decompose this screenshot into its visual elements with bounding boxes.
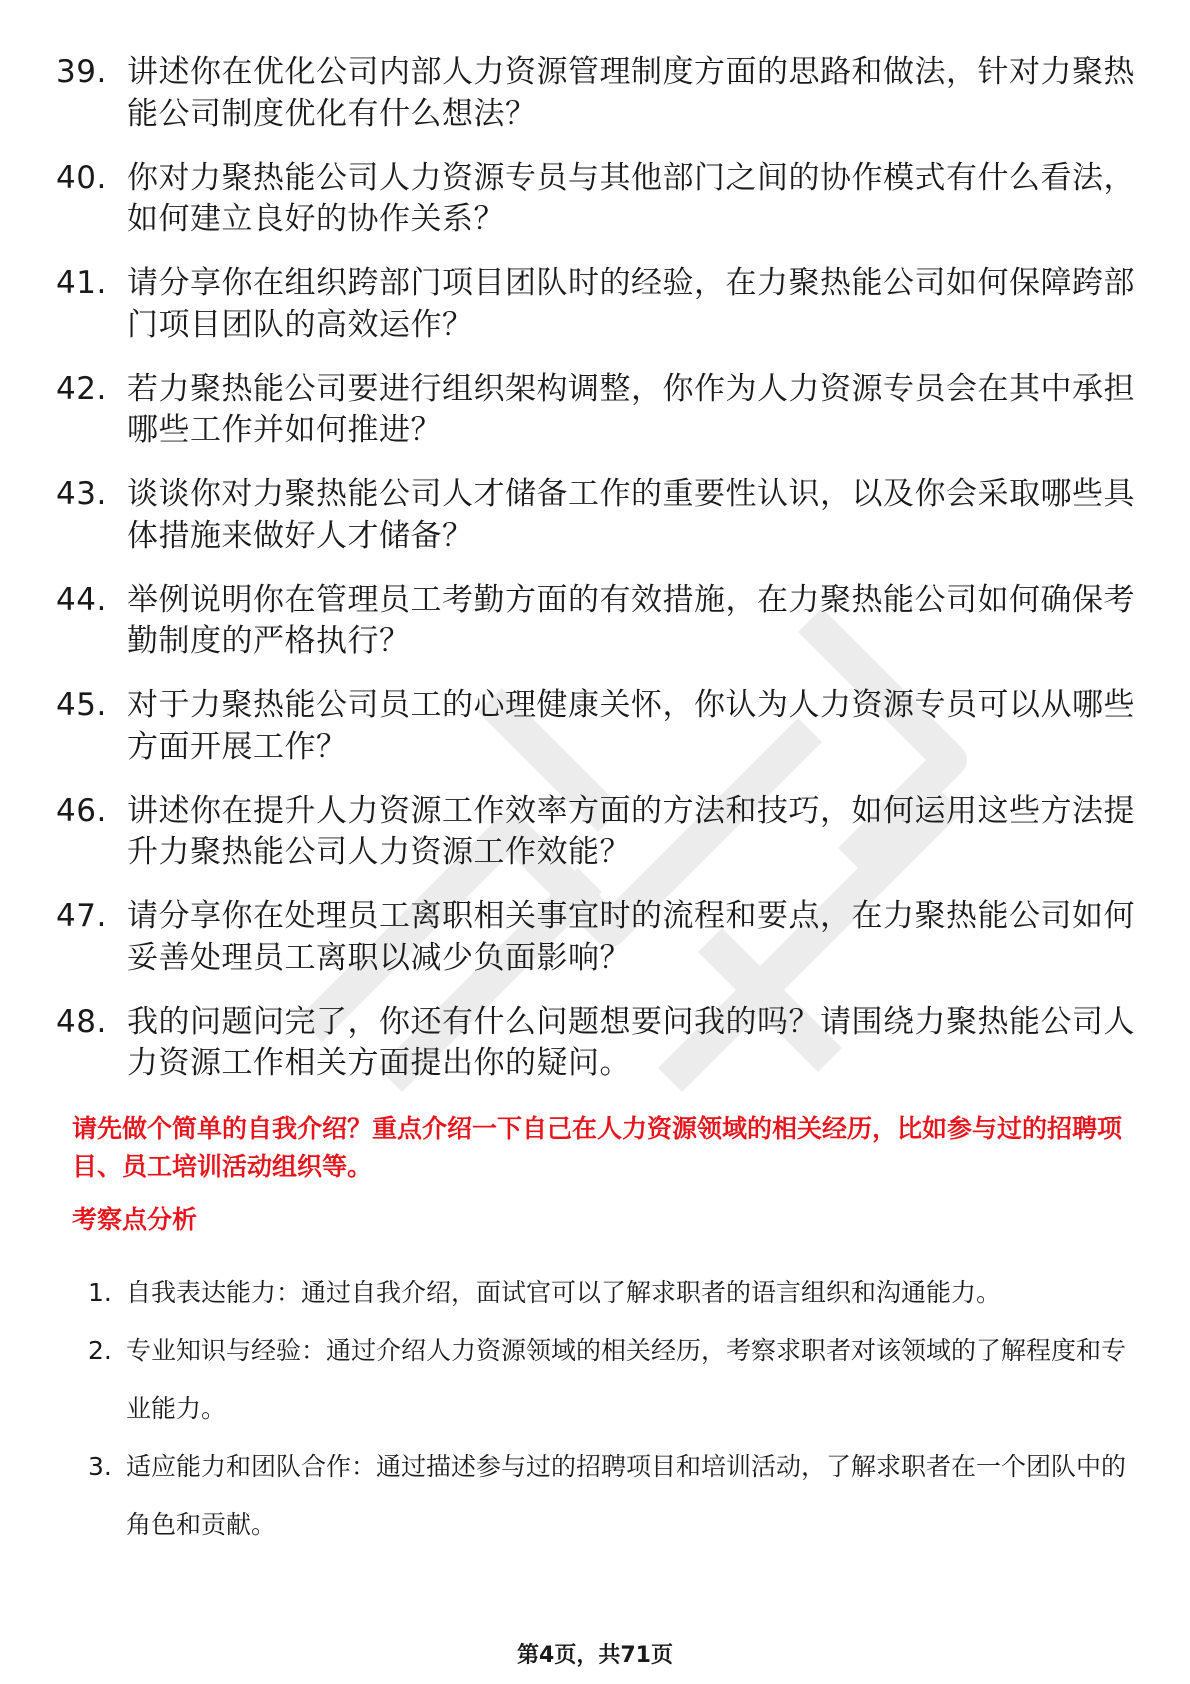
analysis-text: 适应能力和团队合作：通过描述参与过的招聘项目和培训活动，了解求职者在一个团队中的角色和贡献。 <box>126 1452 1127 1539</box>
question-item <box>56 158 1146 241</box>
question-item <box>56 52 1146 135</box>
analysis-number: 1. <box>88 1278 112 1307</box>
analysis-item <box>88 1264 1128 1322</box>
question-text: 对于力聚热能公司员工的心理健康关怀，你认为人力资源专员可以从哪些方面开展工作？ <box>127 687 1135 765</box>
question-text: 讲述你在提升人力资源工作效率方面的方法和技巧，如何运用这些方法提升力聚热能公司人力资源工作效能？ <box>127 792 1135 870</box>
analysis-number: 3. <box>88 1452 112 1481</box>
question-list <box>56 52 1146 1107</box>
highlight-question: 请先做个简单的自我介绍？重点介绍一下自己在人力资源领域的相关经历，比如参与过的招聘项目、员工培训活动组织等。 <box>72 1114 1123 1181</box>
question-item <box>56 1002 1146 1085</box>
question-text: 你对力聚热能公司人力资源专员与其他部门之间的协作模式有什么看法，如何建立良好的协作关系？ <box>127 159 1135 237</box>
question-number: 39. <box>56 54 107 90</box>
question-item <box>56 580 1146 663</box>
question-text: 请分享你在处理员工离职相关事宜时的流程和要点，在力聚热能公司如何妥善处理员工离职以减少负面影响？ <box>127 898 1135 976</box>
question-text: 谈谈你对力聚热能公司人才储备工作的重要性认识，以及你会采取哪些具体措施来做好人才储备？ <box>127 476 1135 554</box>
question-item <box>56 474 1146 557</box>
question-text: 举例说明你在管理员工考勤方面的有效措施，在力聚热能公司如何确保考勤制度的严格执行？ <box>127 581 1135 659</box>
question-number: 42. <box>56 370 107 407</box>
question-number: 48. <box>56 1003 107 1040</box>
analysis-number: 2. <box>88 1336 112 1365</box>
question-number: 41. <box>56 265 107 301</box>
question-item <box>56 791 1146 874</box>
question-text: 若力聚热能公司要进行组织架构调整，你作为人力资源专员会在其中承担哪些工作并如何推进？ <box>127 370 1135 448</box>
question-number: 46. <box>56 792 107 829</box>
question-text: 我的问题问完了，你还有什么问题想要问我的吗？请围绕力聚热能公司人力资源工作相关方面提出你的疑问。 <box>127 1003 1135 1081</box>
question-item <box>56 369 1146 452</box>
analysis-text: 专业知识与经验：通过介绍人力资源领域的相关经历，考察求职者对该领域的了解程度和专业能力。 <box>126 1336 1127 1423</box>
question-item <box>56 896 1146 979</box>
analysis-item <box>88 1322 1128 1438</box>
question-number: 44. <box>56 581 107 618</box>
page-footer: 第4页，共71页 <box>517 1643 673 1668</box>
analysis-list <box>88 1264 1128 1554</box>
question-text: 请分享你在组织跨部门项目团队时的经验，在力聚热能公司如何保障跨部门项目团队的高效运作？ <box>127 265 1135 343</box>
question-number: 40. <box>56 159 107 196</box>
analysis-text: 自我表达能力：通过自我介绍，面试官可以了解求职者的语言组织和沟通能力。 <box>126 1278 1002 1307</box>
question-number: 43. <box>56 476 107 512</box>
question-text: 讲述你在优化公司内部人力资源管理制度方面的思路和做法，针对力聚热能公司制度优化有什么想法？ <box>127 54 1135 132</box>
question-number: 47. <box>56 898 107 934</box>
question-item <box>56 685 1146 768</box>
question-item <box>56 263 1146 346</box>
analysis-item <box>88 1438 1128 1554</box>
question-number: 45. <box>56 687 107 723</box>
analysis-title: 考察点分析 <box>72 1205 198 1234</box>
